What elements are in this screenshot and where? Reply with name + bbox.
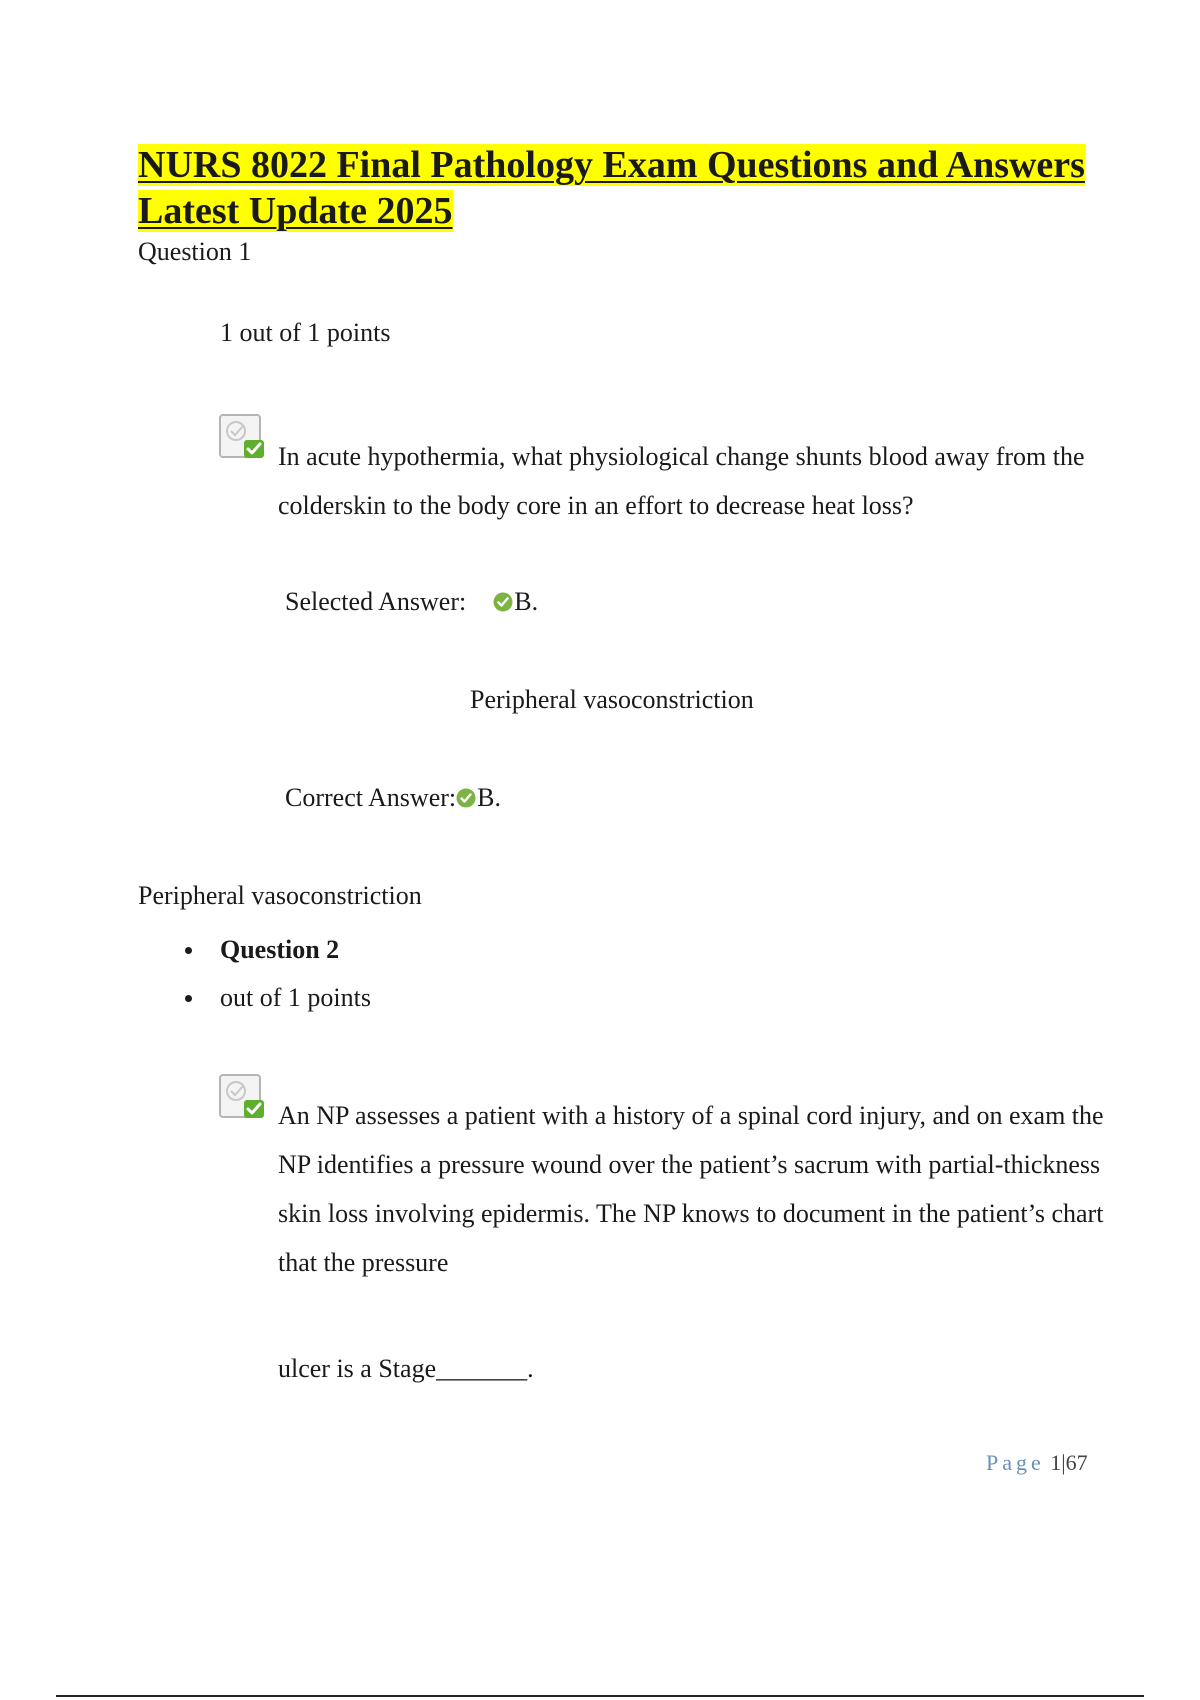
document-title [138, 142, 1148, 234]
document-title-line2: Latest Update 2025 [138, 190, 453, 232]
page-word: Page [986, 1450, 1045, 1475]
question2-label: Question 2 [180, 926, 371, 974]
page-number: 1 [1050, 1450, 1062, 1475]
selected-answer-row [285, 586, 538, 618]
question2-header-list [180, 926, 371, 1022]
correct-check-icon [493, 592, 513, 612]
question1-text: In acute hypothermia, what physiological change shunts blood away from the colderskin to the body core in an effort to decrease heat loss? [278, 442, 1085, 520]
correct-answer-label: Correct Answer: [285, 783, 457, 812]
question2-text-continued: ulcer is a Stage_______. [278, 1354, 534, 1383]
correct-answer-row [285, 782, 501, 814]
page-total: 67 [1065, 1450, 1088, 1475]
question1-label: Question 1 [138, 237, 252, 266]
document-title-line1: NURS 8022 Final Pathology Exam Questions and Answers [138, 144, 1085, 186]
question1-points: 1 out of 1 points [220, 318, 391, 347]
question-correct-icon [218, 412, 268, 462]
bottom-divider [56, 1695, 1144, 1697]
question2-text: An NP assesses a patient with a history of a spinal cord injury, and on exam the NP identifies a pressure wound over the patient’s sacrum with partial-thickness skin loss involving epidermis. The NP knows to document in the patient’s chart that the pressure [278, 1101, 1104, 1277]
correct-answer-letter: B. [477, 783, 501, 812]
correct-check-icon [456, 788, 476, 808]
selected-answer-text: Peripheral vasoconstriction [470, 685, 754, 714]
page-separator: | [1061, 1450, 1066, 1475]
question2-points: out of 1 points [180, 974, 371, 1022]
question-correct-icon [218, 1072, 268, 1122]
correct-answer-text: Peripheral vasoconstriction [138, 881, 422, 910]
page-footer [986, 1450, 1088, 1476]
selected-answer-label: Selected Answer: [285, 587, 467, 616]
selected-answer-letter: B. [514, 587, 539, 616]
